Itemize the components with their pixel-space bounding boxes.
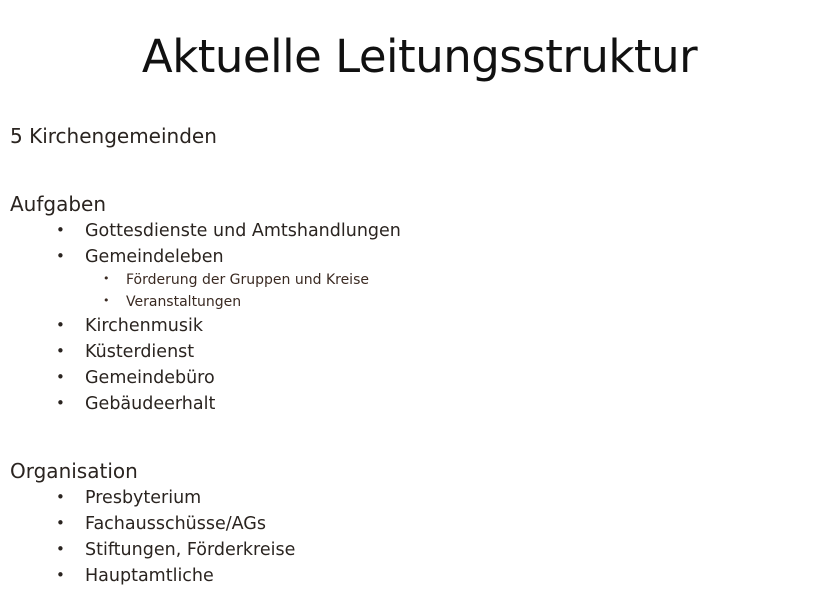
bullet-icon: • — [56, 368, 65, 386]
bullet-icon: • — [56, 316, 65, 334]
list-item-label: Gemeindeleben — [85, 247, 224, 267]
list-item-label: Hauptamtliche — [85, 566, 214, 586]
bullet-icon: • — [56, 342, 65, 360]
bullet-icon: • — [56, 540, 65, 558]
section-heading-aufgaben: Aufgaben — [10, 192, 107, 216]
intro-text: 5 Kirchengemeinden — [10, 124, 217, 148]
bullet-icon: • — [103, 272, 110, 285]
list-item-label: Gemeindebüro — [85, 368, 215, 388]
list-subitem-label: Förderung der Gruppen und Kreise — [126, 272, 369, 288]
bullet-icon: • — [56, 221, 65, 239]
bullet-icon: • — [56, 566, 65, 584]
list-item-label: Kirchenmusik — [85, 316, 203, 336]
list-item-label: Stiftungen, Förderkreise — [85, 540, 296, 560]
bullet-icon: • — [56, 514, 65, 532]
list-subitem-label: Veranstaltungen — [126, 294, 242, 310]
bullet-icon: • — [56, 488, 65, 506]
list-item-label: Presbyterium — [85, 488, 202, 508]
list-item-label: Gebäudeerhalt — [85, 394, 216, 414]
bullet-icon: • — [103, 294, 110, 307]
slide-title: Aktuelle Leitungsstruktur — [141, 30, 698, 83]
list-item-label: Gottesdienste und Amtshandlungen — [85, 221, 401, 241]
section-heading-organisation: Organisation — [10, 459, 138, 483]
bullet-icon: • — [56, 394, 65, 412]
bullet-icon: • — [56, 247, 65, 265]
list-item-label: Fachausschüsse/AGs — [85, 514, 266, 534]
list-item-label: Küsterdienst — [85, 342, 195, 362]
